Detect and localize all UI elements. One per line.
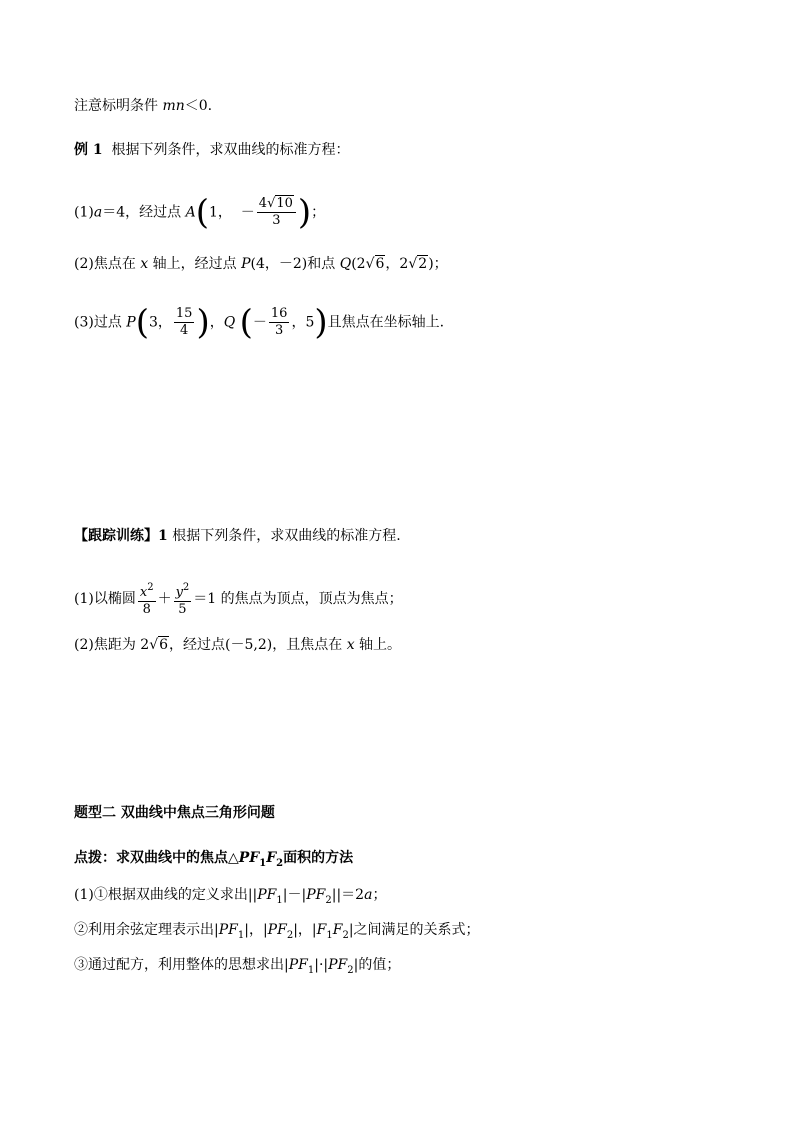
tip-line3: ③通过配方，利用整体的思想求出$|PF_1|\cdot|PF_2|$的值； [74,957,401,976]
fraction: $\frac{x^2}{8}$ [139,582,154,617]
practice-item2: (2)焦距为 2√6，经过点(－5,2)，且焦点在 x 轴上。 [74,637,402,653]
tip-header: 点拨：求双曲线中的焦点$\triangle PF_1F_2$面积的方法 [74,850,354,869]
tip-line1: (1)①根据双曲线的定义求出$||PF_1|-|PF_2||=2a$； [74,887,387,906]
practice-item1: (1)以椭圆 $\frac{x^2}{8}$ ＋ $\frac{y^2}{5}$ ＝1 的焦点为顶点，顶点为焦点； [74,582,403,617]
section-title: 题型二 双曲线中焦点三角形问题 [74,805,275,821]
fraction: $\frac{4√10}{3}$ [257,196,296,229]
example1-header [74,140,350,160]
fraction: $\frac{15}{4}$ [175,306,193,338]
example1-item2: (2)焦点在 x 轴上，经过点 P(4，－2)和点 Q(2√6，2√2)； [74,256,448,272]
note-line: 注意标明条件 mn＜0. [74,98,213,114]
tip-line2: ②利用余弦定理表示出$|PF_1|$，$|PF_2|$，$|F_1F_2|$之间满足的关系式； [74,922,480,941]
example-label: 例 1 [74,142,103,158]
fraction: $\frac{16}{3}$ [270,306,288,338]
practice-text: 根据下列条件，求双曲线的标准方程. [167,528,401,544]
fraction: $\frac{y^2}{5}$ [175,582,190,617]
example1-item3: (3)过点 P(3， $\frac{15}{4}$ )，Q (－ $\frac{16}{3}$ ，5)且焦点在坐标轴上. [74,302,445,343]
example-text: 根据下列条件，求双曲线的标准方程： [111,142,350,158]
practice-label: 【跟踪训练】1 [74,528,168,544]
practice-header [74,526,401,546]
example1-item1: (1)a＝4，经过点 A(1， － $\frac{4√10}{3}$ )； [74,192,326,233]
